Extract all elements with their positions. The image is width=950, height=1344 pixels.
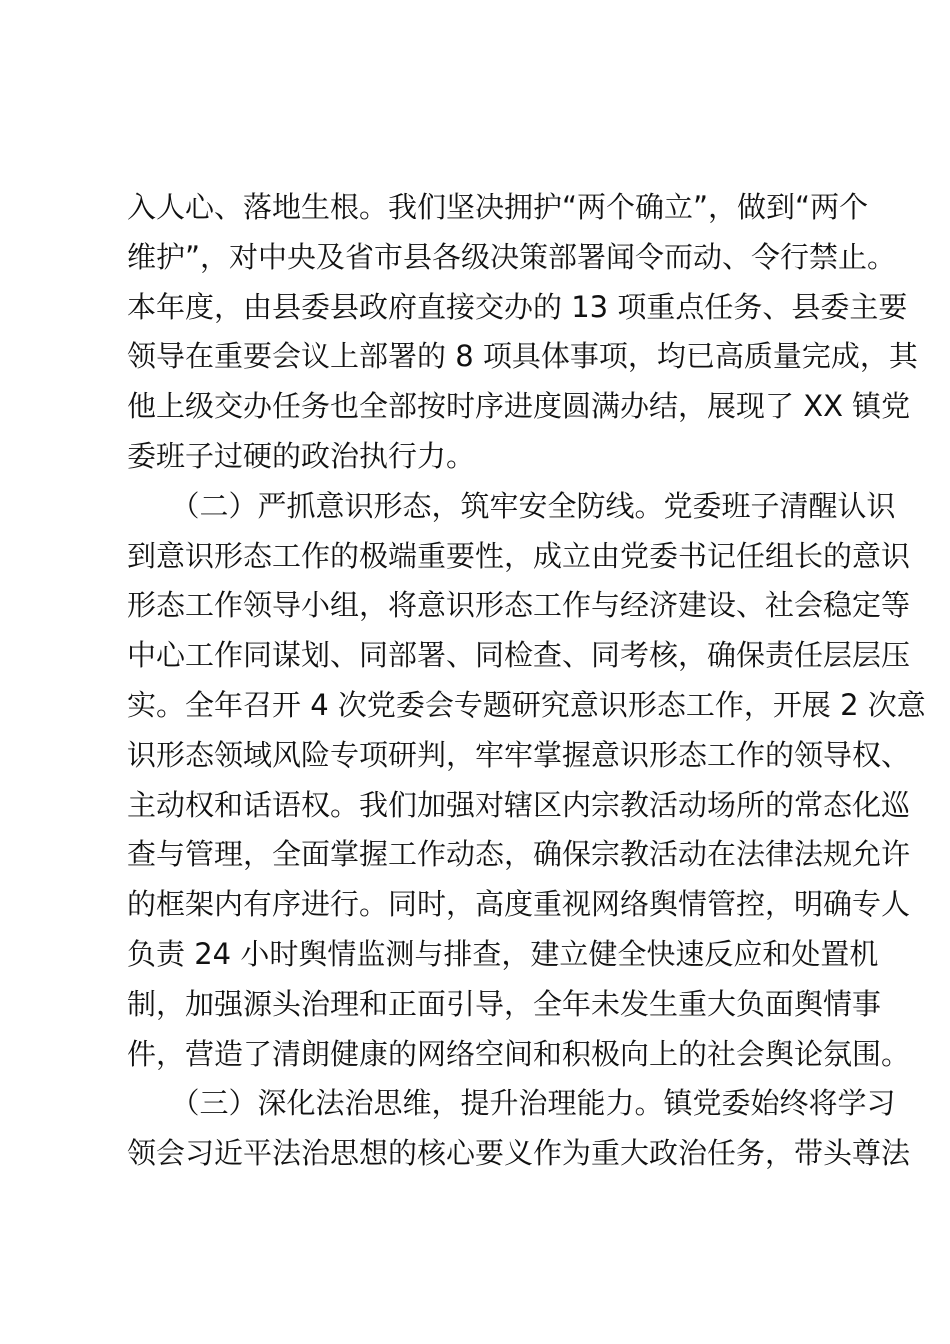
- text-line: 领导在重要会议上部署的 8 项具体事项，均已高质量完成，其: [127, 339, 918, 374]
- text-line: 的框架内有序进行。同时，高度重视网络舆情管控，明确专人: [127, 887, 911, 922]
- text-line: 本年度，由县委县政府直接交办的 13 项重点任务、县委主要: [127, 289, 908, 324]
- text-line: 识形态领域风险专项研判，牢牢掌握意识形态工作的领导权、: [127, 737, 911, 772]
- text-line: 维护”，对中央及省市县各级决策部署闻令而动、令行禁止。: [127, 239, 897, 274]
- paragraph-continuation: [127, 183, 918, 482]
- section-heading-line: （三）深化法治思维，提升治理能力。镇党委始终将学习: [127, 1086, 896, 1121]
- text-line: 查与管理，全面掌握工作动态，确保宗教活动在法律法规允许: [127, 837, 911, 872]
- paragraph-section-2: [127, 482, 926, 1080]
- text-line: 领会习近平法治思想的核心要义作为重大政治任务，带头尊法: [127, 1136, 911, 1171]
- text-line: 形态工作领导小组，将意识形态工作与经济建设、社会稳定等: [127, 588, 911, 623]
- text-line: 他上级交办任务也全部按时序进度圆满办结，展现了 XX 镇党: [127, 389, 911, 424]
- document-page: [127, 183, 926, 1179]
- text-line: 到意识形态工作的极端重要性，成立由党委书记任组长的意识: [127, 538, 911, 573]
- text-line: 中心工作同谋划、同部署、同检查、同考核，确保责任层层压: [127, 638, 911, 673]
- text-line: 委班子过硬的政治执行力。: [127, 438, 476, 473]
- text-line: 入人心、落地生根。我们坚决拥护“两个确立”，做到“两个: [127, 190, 869, 224]
- text-line: 主动权和话语权。我们加强对辖区内宗教活动场所的常态化巡: [127, 787, 911, 822]
- text-line: 负责 24 小时舆情监测与排查，建立健全快速反应和处置机: [127, 936, 879, 971]
- paragraph-section-3: [127, 1079, 911, 1179]
- text-line: 制，加强源头治理和正面引导，全年未发生重大负面舆情事: [127, 986, 882, 1021]
- section-heading-line: （二）严抓意识形态，筑牢安全防线。党委班子清醒认识: [127, 488, 896, 523]
- text-line: 实。全年召开 4 次党委会专题研究意识形态工作，开展 2 次意: [127, 687, 926, 722]
- text-line: 件，营造了清朗健康的网络空间和积极向上的社会舆论氛围。: [127, 1036, 911, 1071]
